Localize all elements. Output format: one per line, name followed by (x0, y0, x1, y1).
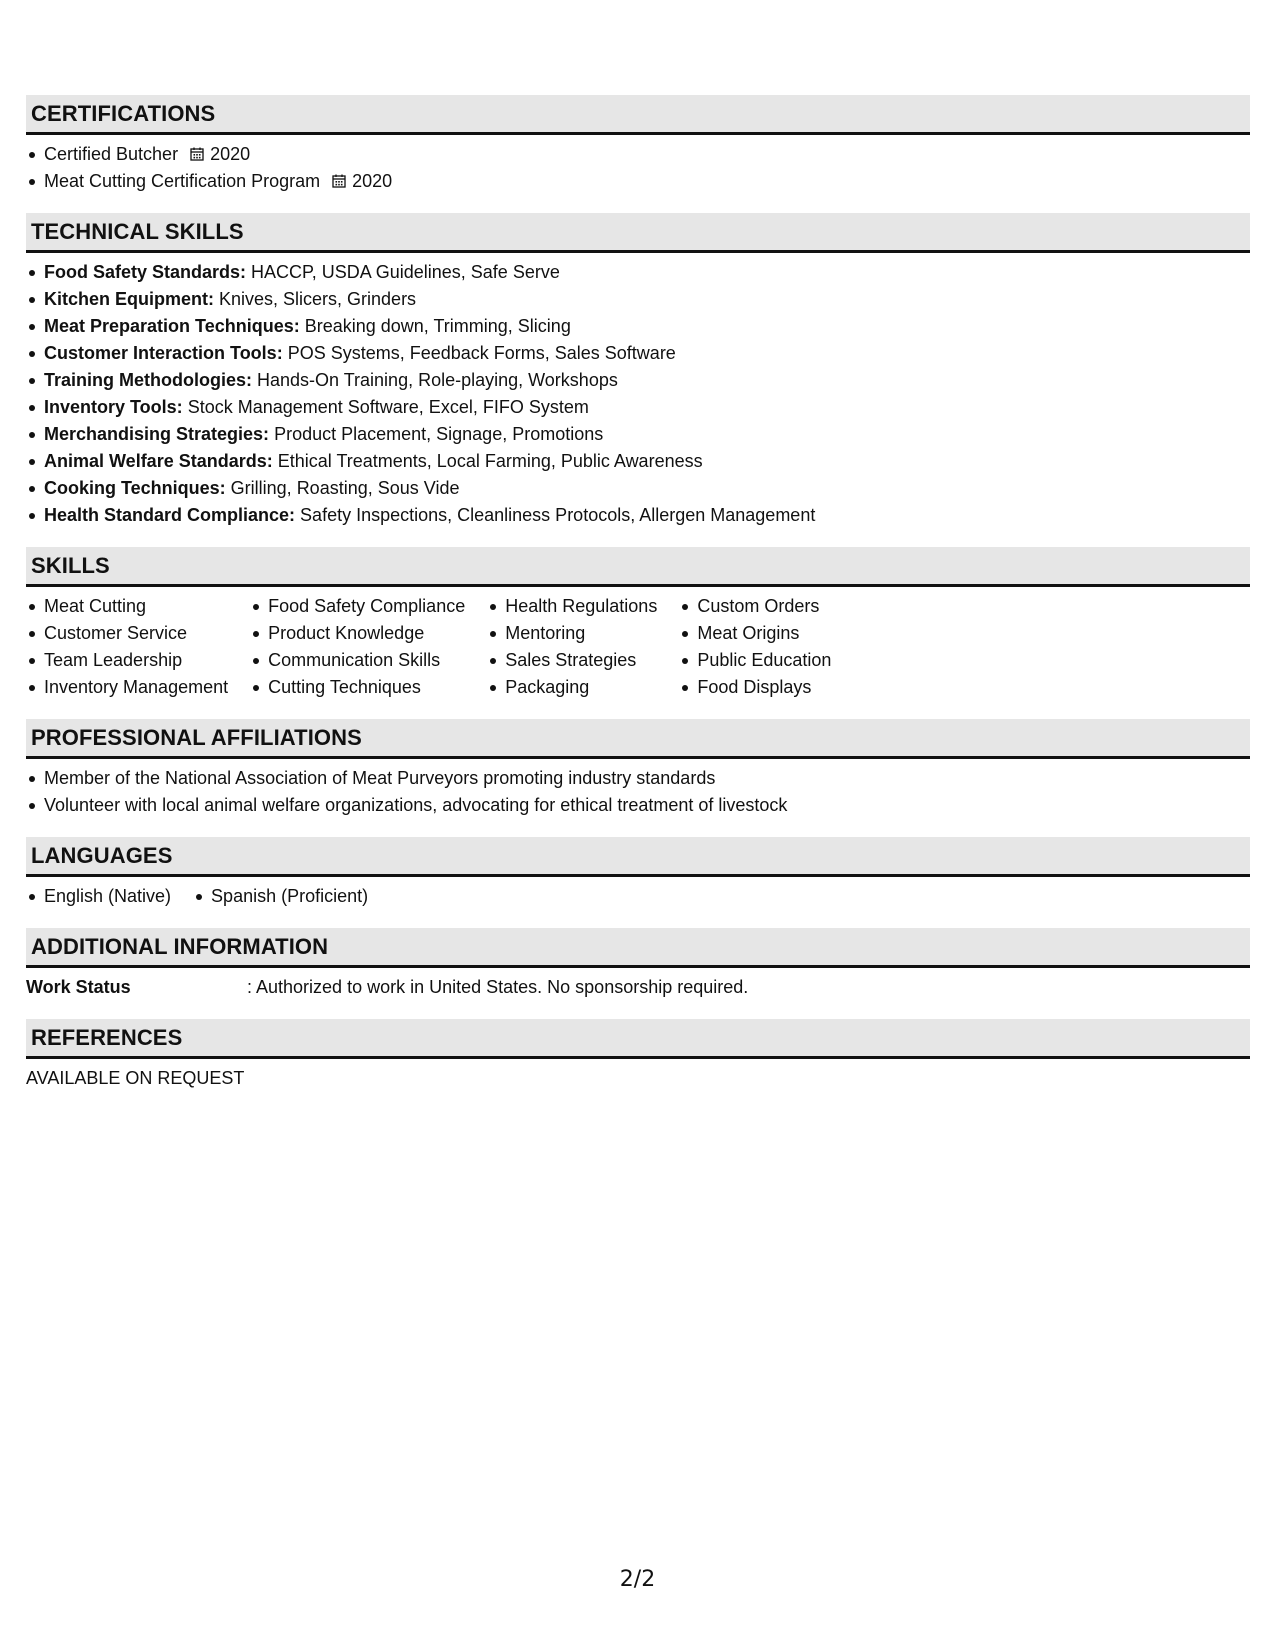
technical-skills-heading: TECHNICAL SKILLS (26, 213, 1250, 253)
skill-values: Ethical Treatments, Local Farming, Public Awareness (272, 451, 703, 471)
skill-category: Customer Interaction Tools: (44, 343, 283, 363)
list-item: Mentoring (487, 620, 657, 647)
page-number: 2/2 (619, 1567, 656, 1592)
technical-skills-section (26, 213, 1250, 529)
list-item: Food Safety Compliance (250, 593, 465, 620)
references-section (26, 1019, 1250, 1092)
list-item: Public Education (679, 647, 831, 674)
calendar-icon (332, 174, 346, 188)
skill-category: Animal Welfare Standards: (44, 451, 273, 471)
skills-grid (26, 593, 1250, 701)
skill-values: Hands-On Training, Role-playing, Workshops (252, 370, 618, 390)
languages-list (26, 883, 1250, 910)
skills-column (487, 593, 657, 701)
skill-values: Breaking down, Trimming, Slicing (299, 316, 571, 336)
list-item (26, 313, 1250, 340)
work-status-value: : Authorized to work in United States. No sponsorship required. (247, 977, 749, 997)
list-item: Communication Skills (250, 647, 465, 674)
skills-column (250, 593, 465, 701)
additional-info-heading: ADDITIONAL INFORMATION (26, 928, 1250, 968)
skill-values: Stock Management Software, Excel, FIFO System (182, 397, 589, 417)
list-item: Packaging (487, 674, 657, 701)
list-item: Cutting Techniques (250, 674, 465, 701)
skill-values: Safety Inspections, Cleanliness Protocols, Allergen Management (295, 505, 816, 525)
work-status-label: Work Status (26, 977, 131, 997)
list-item: English (Native) (26, 883, 171, 910)
list-item: Meat Cutting (26, 593, 228, 620)
skill-values: Grilling, Roasting, Sous Vide (225, 478, 460, 498)
skill-category: Merchandising Strategies: (44, 424, 270, 444)
skill-values: Knives, Slicers, Grinders (214, 289, 417, 309)
skill-category: Health Standard Compliance: (44, 505, 296, 525)
list-item (26, 286, 1250, 313)
certifications-list (26, 141, 1250, 195)
list-item: Member of the National Association of Meat Purveyors promoting industry standards (26, 765, 1250, 792)
skill-category: Food Safety Standards: (44, 262, 247, 282)
list-item (26, 421, 1250, 448)
calendar-icon (190, 147, 204, 161)
list-item: Volunteer with local animal welfare organizations, advocating for ethical treatment of livestock (26, 792, 1250, 819)
skill-category: Inventory Tools: (44, 397, 183, 417)
skills-section (26, 547, 1250, 701)
list-item (26, 502, 1250, 529)
skills-heading: SKILLS (26, 547, 1250, 587)
certification-year: 2020 (210, 144, 251, 164)
list-item: Food Displays (679, 674, 831, 701)
references-heading: REFERENCES (26, 1019, 1250, 1059)
list-item (26, 340, 1250, 367)
languages-section (26, 837, 1250, 910)
certification-name: Meat Cutting Certification Program (44, 171, 321, 191)
list-item: Custom Orders (679, 593, 831, 620)
technical-skills-list (26, 259, 1250, 529)
skill-category: Cooking Techniques: (44, 478, 226, 498)
list-item (26, 475, 1250, 502)
list-item (26, 259, 1250, 286)
list-item: Team Leadership (26, 647, 228, 674)
skill-values: POS Systems, Feedback Forms, Sales Software (282, 343, 676, 363)
skill-values: Product Placement, Signage, Promotions (269, 424, 604, 444)
list-item: Customer Service (26, 620, 228, 647)
skill-values: HACCP, USDA Guidelines, Safe Serve (246, 262, 560, 282)
work-status-row (26, 974, 1250, 1001)
affiliations-list (26, 765, 1250, 819)
certification-name: Certified Butcher (44, 144, 179, 164)
list-item: Spanish (Proficient) (193, 883, 368, 910)
certification-year: 2020 (352, 171, 393, 191)
skill-category: Kitchen Equipment: (44, 289, 214, 309)
certifications-section (26, 95, 1250, 195)
list-item: Sales Strategies (487, 647, 657, 674)
skills-column (26, 593, 228, 701)
affiliations-heading: PROFESSIONAL AFFILIATIONS (26, 719, 1250, 759)
list-item (26, 394, 1250, 421)
affiliations-section (26, 719, 1250, 819)
list-item: Meat Origins (679, 620, 831, 647)
list-item (26, 448, 1250, 475)
skills-column (679, 593, 831, 701)
list-item (26, 141, 1250, 168)
list-item: Product Knowledge (250, 620, 465, 647)
list-item: Inventory Management (26, 674, 228, 701)
resume-page (26, 95, 1250, 1110)
certifications-heading: CERTIFICATIONS (26, 95, 1250, 135)
references-text: AVAILABLE ON REQUEST (26, 1068, 245, 1088)
languages-heading: LANGUAGES (26, 837, 1250, 877)
skill-category: Meat Preparation Techniques: (44, 316, 300, 336)
additional-info-section (26, 928, 1250, 1001)
list-item (26, 168, 1250, 195)
languages-items (26, 883, 390, 910)
list-item: Health Regulations (487, 593, 657, 620)
list-item (26, 367, 1250, 394)
skill-category: Training Methodologies: (44, 370, 252, 390)
